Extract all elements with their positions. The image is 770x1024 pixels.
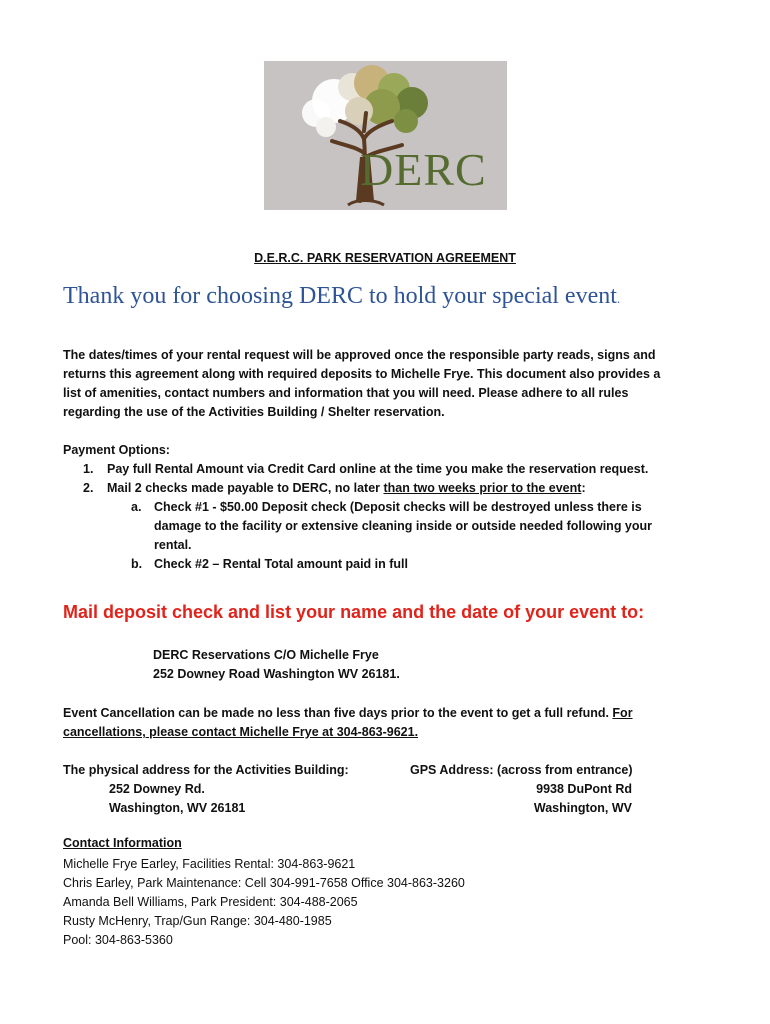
list-letter: a. — [131, 500, 142, 514]
contact-line: Chris Earley, Park Maintenance: Cell 304-991-7658 Office 304-863-3260 — [63, 876, 465, 890]
list-number: 1. — [83, 462, 94, 476]
gps-address-label: GPS Address: (across from entrance) — [410, 763, 633, 777]
contact-line: Pool: 304-863-5360 — [63, 933, 173, 947]
physical-address — [63, 761, 349, 818]
payment-option-text: Pay full Rental Amount via Credit Card online at the time you make the reservation request. — [107, 462, 649, 476]
payment-options-title: Payment Options: — [63, 443, 170, 457]
headline-end: . — [616, 291, 621, 306]
headline — [63, 283, 620, 310]
intro-line: returns this agreement along with required deposits to Michelle Frye. This document also provides a — [63, 367, 661, 381]
logo-text: DERC — [360, 144, 487, 195]
sub-item-line: damage to the facility or extensive cleaning inside or outside needed following your — [154, 519, 653, 533]
payment-option-text-part: : — [581, 481, 586, 495]
address-line: 252 Downey Rd. — [109, 782, 205, 796]
list-number: 2. — [83, 481, 94, 495]
cancellation-text: Event Cancellation can be made no less than five days prior to the event to get a full refund. — [63, 706, 613, 720]
address-line: Washington, WV — [533, 801, 632, 815]
cancellation-contact: For — [612, 706, 633, 720]
intro-line: regarding the use of the Activities Building / Shelter reservation. — [63, 405, 445, 419]
sub-item-line: rental. — [154, 538, 192, 552]
gps-address — [410, 761, 660, 818]
contact-line: Michelle Frye Earley, Facilities Rental: 304-863-9621 — [63, 857, 356, 871]
intro-line: list of amenities, contact numbers and information that you will need. Please adhere to all rules — [63, 386, 629, 400]
address-line: 252 Downey Road Washington WV 26181. — [153, 667, 400, 681]
mail-heading: Mail deposit check and list your name and the date of your event to: — [63, 602, 645, 622]
cancellation-policy — [63, 704, 683, 742]
list-letter: b. — [131, 557, 143, 571]
sub-item-text — [154, 498, 694, 555]
mail-address — [153, 646, 400, 684]
contact-list — [63, 855, 465, 950]
deadline-underlined: than two weeks prior to the event — [383, 481, 582, 495]
contact-line: Rusty McHenry, Trap/Gun Range: 304-480-1985 — [63, 914, 332, 928]
sub-item-line: Check #1 - $50.00 Deposit check (Deposit checks will be destroyed unless there is — [154, 500, 642, 514]
derc-logo — [264, 61, 507, 210]
cancellation-contact: cancellations, please contact Michelle Frye at 304-863-9621. — [63, 725, 419, 739]
headline-text: Thank you for choosing DERC to hold your special event — [63, 283, 617, 309]
contact-information-title: Contact Information — [63, 836, 182, 850]
intro-line: The dates/times of your rental request will be approved once the responsible party reads, signs and — [63, 348, 656, 362]
sub-item-text: Check #2 – Rental Total amount paid in full — [154, 557, 408, 571]
contact-line: Amanda Bell Williams, Park President: 304-488-2065 — [63, 895, 358, 909]
address-line: Washington, WV 26181 — [109, 801, 246, 815]
address-line: 9938 DuPont Rd — [536, 782, 632, 796]
payment-option-text — [107, 479, 586, 498]
intro-paragraph — [63, 346, 713, 422]
address-line: DERC Reservations C/O Michelle Frye — [153, 648, 379, 662]
physical-address-label: The physical address for the Activities Building: — [63, 763, 349, 777]
payment-option-text-part: Mail 2 checks made payable to DERC, no later — [107, 481, 384, 495]
document-title: D.E.R.C. PARK RESERVATION AGREEMENT — [254, 251, 516, 265]
